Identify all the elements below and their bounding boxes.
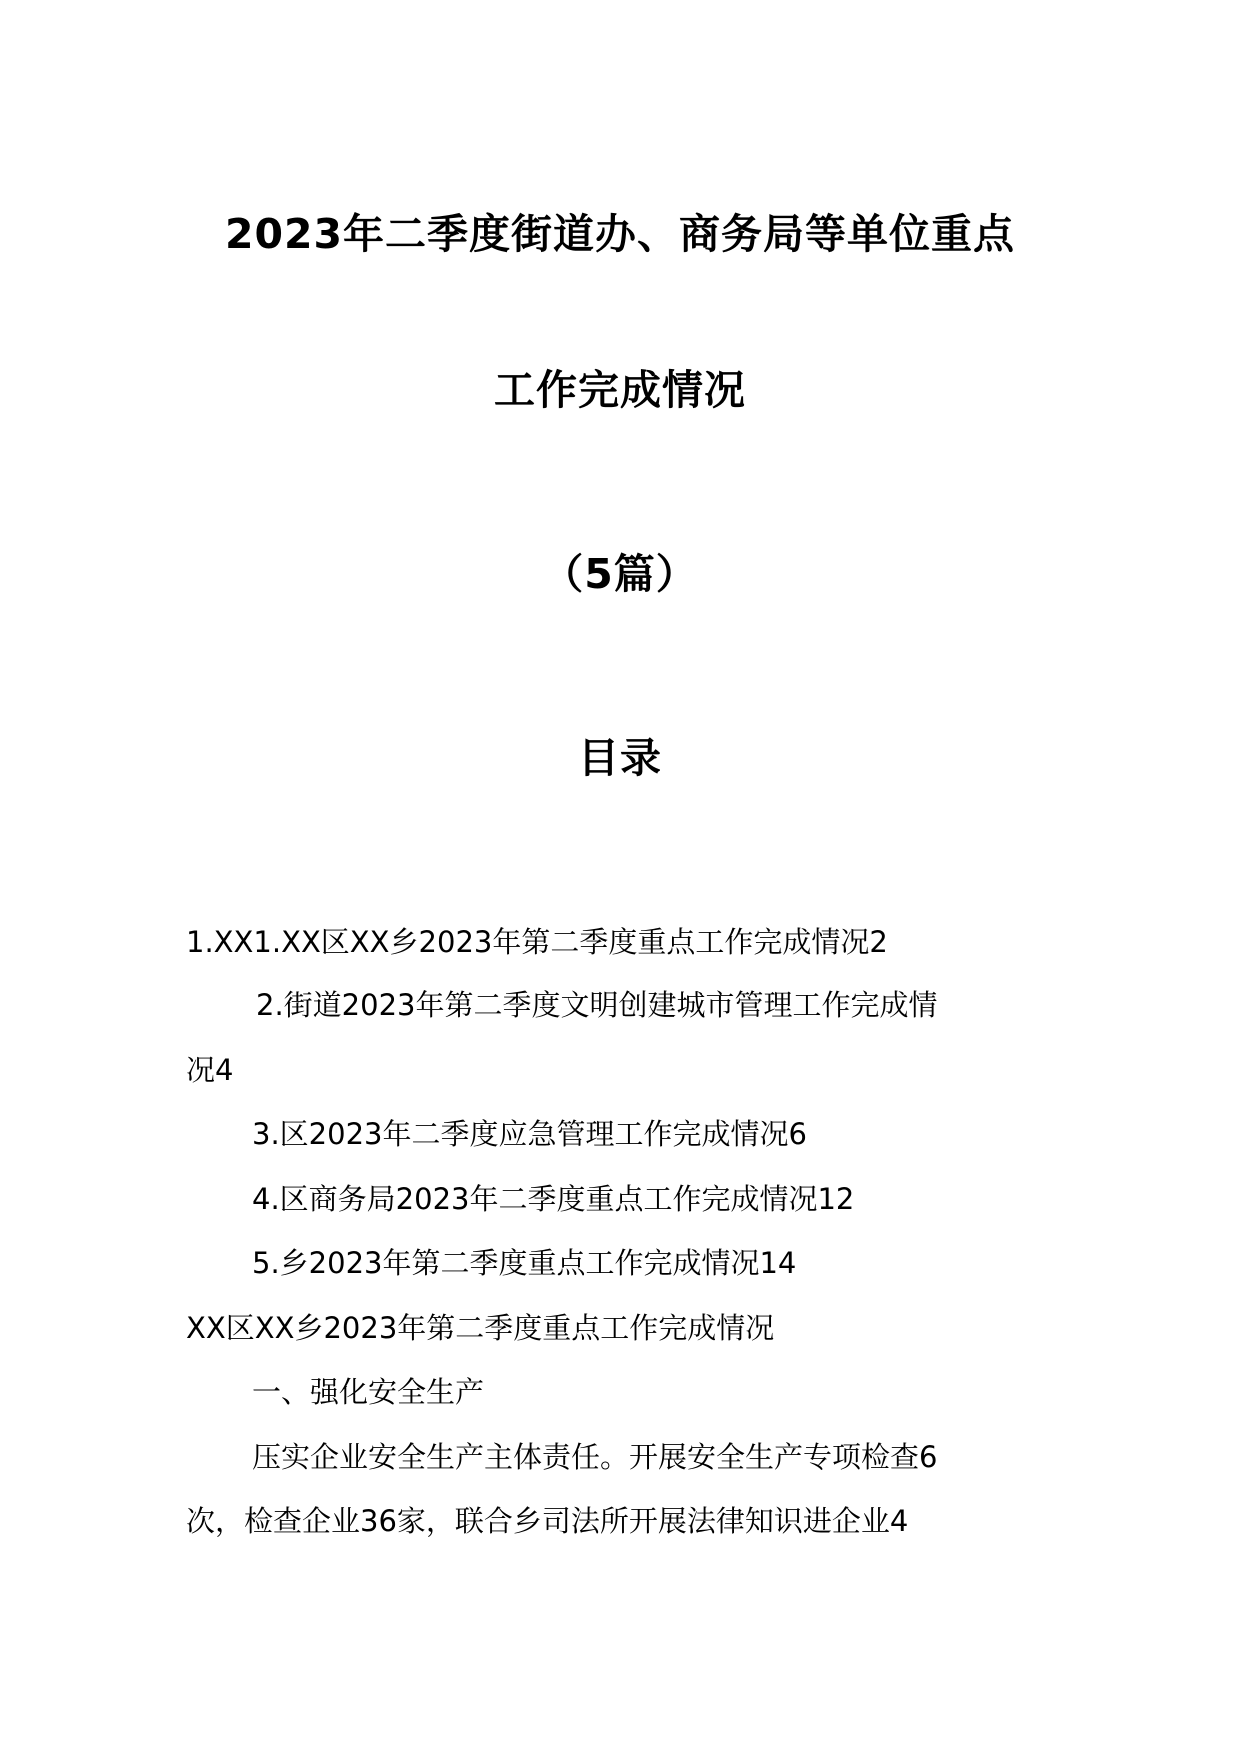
toc-heading: 目录 [578, 734, 662, 782]
section-heading: 一、强化安全生产 [252, 1375, 485, 1409]
paragraph-line-1: 压实企业安全生产主体责任。开展安全生产专项检查6 [252, 1440, 938, 1474]
document-title-line1: 2023年二季度街道办、商务局等单位重点 [224, 210, 1016, 258]
paragraph-line-2: 次，检查企业36家，联合乡司法所开展法律知识进企业4 [186, 1504, 909, 1538]
toc-entry-5: 5.乡2023年第二季度重点工作完成情况14 [252, 1246, 797, 1280]
toc-entry-3: 3.区2023年二季度应急管理工作完成情况6 [252, 1117, 807, 1151]
document-title-line2: 工作完成情况 [494, 366, 746, 414]
document-subtitle: （5篇） [542, 550, 698, 598]
toc-entry-2-continued: 况4 [186, 1053, 234, 1087]
toc-entry-2: 2.街道2023年第二季度文明创建城市管理工作完成情 [256, 988, 938, 1022]
article-title: XX区XX乡2023年第二季度重点工作完成情况 [186, 1311, 775, 1345]
toc-entry-4: 4.区商务局2023年二季度重点工作完成情况12 [252, 1182, 855, 1216]
toc-entry-1: 1.XX1.XX区XX乡2023年第二季度重点工作完成情况2 [186, 925, 888, 959]
